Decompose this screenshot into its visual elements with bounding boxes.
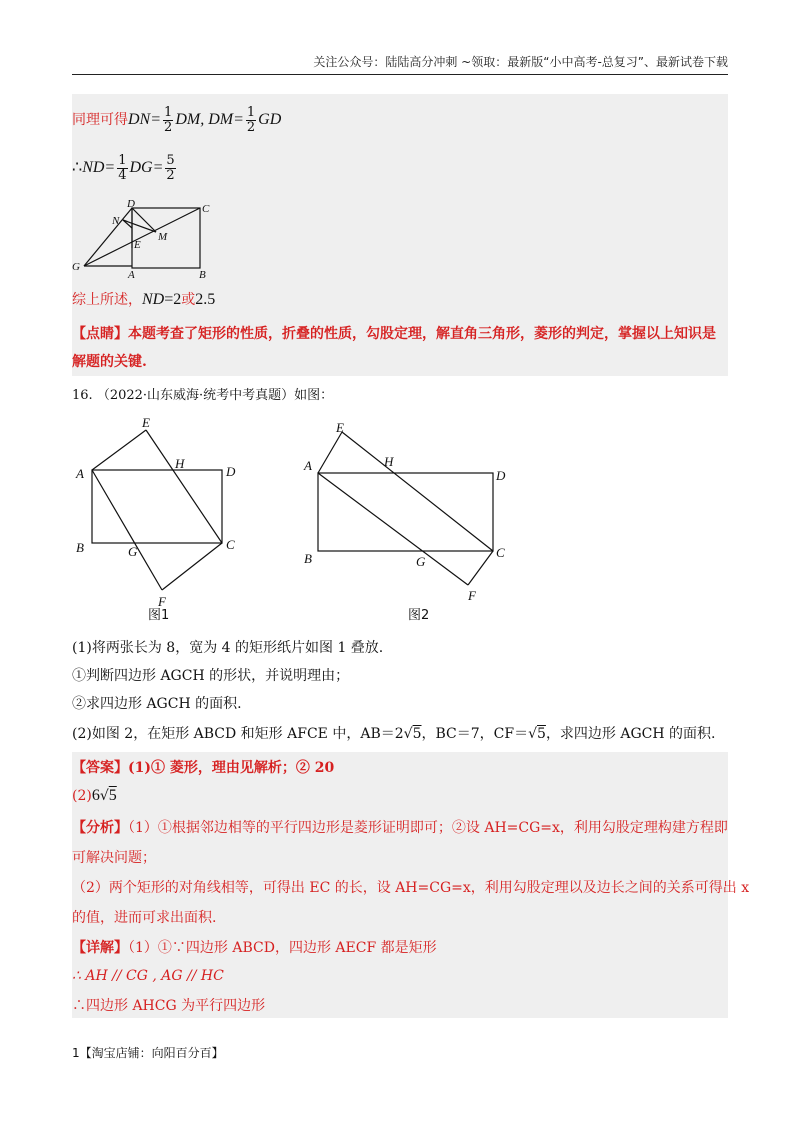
fig1-label-g: G: [128, 544, 138, 559]
fig1-label-f: F: [158, 594, 166, 609]
problem-16-heading: 16. （2022·山东威海·统考中考真题）如图：: [72, 388, 334, 403]
math-gd: GD: [258, 111, 282, 128]
label-m: M: [158, 231, 168, 243]
analysis-tag: 【分析】: [72, 820, 128, 836]
figure-2-caption: 图2: [408, 608, 430, 623]
fig2-label-h: H: [384, 454, 394, 469]
analysis-line-1: 【分析】（1）①根据邻边相等的平行四边形是菱形证明即可；②设 AH=CG=x，利用勾股定理构建方程即: [72, 820, 728, 836]
fig2-label-a: A: [304, 458, 312, 473]
fig1-label-b: B: [76, 540, 84, 555]
part-1: (1)将两张长为 8，宽为 4 的矩形纸片如图 1 叠放.: [72, 640, 384, 656]
part-2: (2)如图 2，在矩形 ABCD 和矩形 AFCE 中，AB＝2√5，BC＝7，CF＝√5，求四边形 AGCH 的面积.: [72, 726, 716, 742]
figure-1: [72, 412, 252, 612]
small-geometry-figure: [72, 198, 212, 280]
page-footer: 1【淘宝店铺：向阳百分百】: [72, 1046, 224, 1060]
part-1b: ②求四边形 AGCH 的面积.: [72, 696, 242, 712]
fig2-label-c: C: [496, 545, 505, 560]
figure-2: [298, 420, 518, 606]
label-a: A: [128, 269, 135, 280]
fig2-label-d: D: [496, 468, 506, 483]
label-e: E: [134, 239, 141, 251]
analysis-line-4: 的值，进而可求出面积.: [72, 910, 217, 926]
text-prefix: 同理可得: [72, 112, 128, 128]
detail-line-3: ∴四边形 AHCG 为平行四边形: [72, 998, 266, 1014]
detail-line-2: ∴ AH // CG , AG // HC: [72, 968, 224, 984]
detail-tag: 【详解】: [72, 940, 128, 956]
fig2-label-g: G: [416, 554, 426, 569]
fig1-label-h: H: [175, 456, 185, 471]
solution-line-1: 同理可得DN= $\frac{1}{2}$ DM, DM= $\frac{1}{2}$ GD: [72, 104, 282, 135]
dianjing-line-2: 解题的关键.: [72, 354, 147, 370]
math-dn: DN: [128, 111, 151, 128]
label-d: D: [127, 198, 135, 210]
fig1-label-a: A: [76, 466, 84, 481]
analysis-line-3: （2）两个矩形的对角线相等，可得出 EC 的长，设 AH=CG=x，利用勾股定理以及边长之间的关系可得出 x: [72, 880, 750, 896]
fraction-quarter: $\frac{1}{4}$: [118, 152, 127, 183]
math-dm: DM: [175, 111, 201, 128]
detail-line-1: 【详解】（1）①∵四边形 ABCD，四边形 AECF 都是矩形: [72, 940, 437, 956]
analysis-line-2: 可解决问题；: [72, 850, 156, 866]
label-b: B: [199, 269, 206, 280]
header-text: 关注公众号：陆陆高分冲刺 ~领取：最新版“小中高考-总复习”、最新试卷下载: [313, 55, 728, 69]
fraction-result: $\frac{5}{2}$: [166, 152, 175, 183]
label-c: C: [202, 203, 210, 215]
label-g: G: [72, 261, 80, 273]
fraction-half: $\frac{1}{2}$: [164, 104, 173, 135]
answer-tag: 【答案】: [72, 760, 128, 776]
fraction-half-2: $\frac{1}{2}$: [246, 104, 256, 135]
dianjing-line-1: 【点睛】本题考查了矩形的性质，折叠的性质，勾股定理，解直角三角形，菱形的判定，掌握以上知识是: [72, 326, 716, 342]
dianjing-tag: 【点睛】: [72, 326, 128, 342]
summary-line: 综上所述，ND=2或2.5: [72, 291, 216, 308]
fig2-label-e: E: [336, 420, 344, 435]
label-n: N: [112, 215, 120, 227]
fig1-label-d: D: [226, 464, 236, 479]
answer-line: 【答案】(1)① 菱形，理由见解析；② 20: [72, 760, 335, 776]
fig1-label-e: E: [142, 415, 150, 430]
solution-line-2: ∴ND= $\frac{1}{4}$ DG= $\frac{5}{2}$: [72, 152, 175, 183]
fig1-label-c: C: [226, 537, 235, 552]
fig2-label-b: B: [304, 551, 312, 566]
part-1a: ①判断四边形 AGCH 的形状，并说明理由；: [72, 668, 350, 684]
page-header: [72, 54, 728, 75]
figure-1-caption: 图1: [148, 608, 170, 623]
fig2-label-f: F: [468, 588, 476, 603]
answer-line-2: (2)6√5: [72, 787, 117, 804]
math-dm-2: DM: [208, 111, 234, 128]
